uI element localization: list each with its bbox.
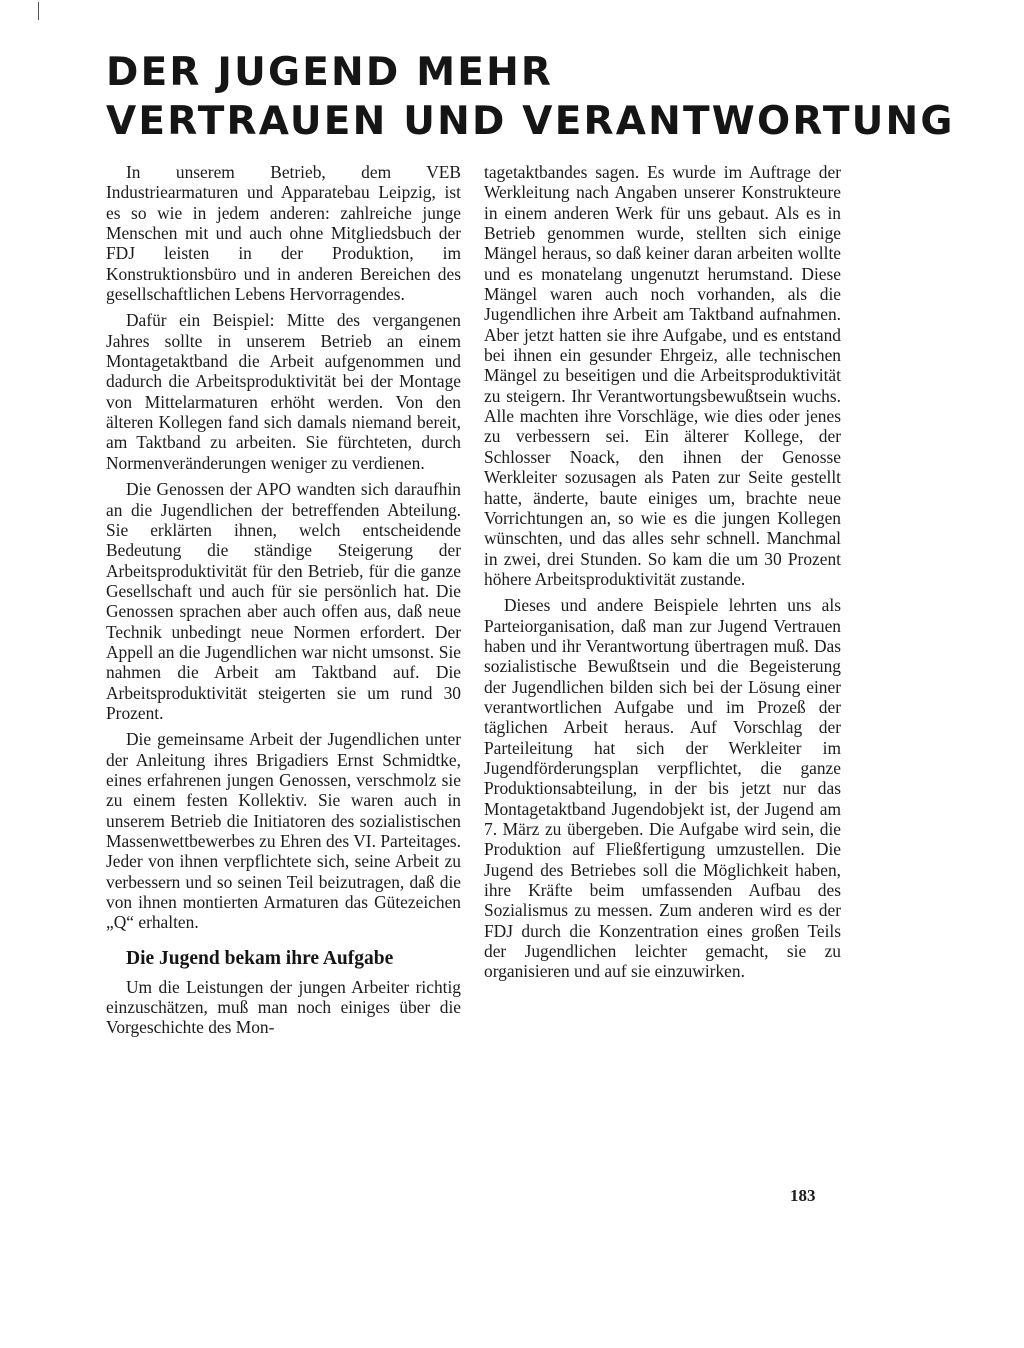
paragraph-collective: Die gemeinsame Arbeit der Jugendlichen unter der Anleitung ihres Brigadiers Ernst Schmidtke, eines erfahrenen jungen Genossen, verschmolz sie zu einem festen Kollektiv. Sie waren auch in unserem Betrieb die Initiatoren des sozialistischen Massenwettbewerbes zu Ehren des VI. Parteitages. Jeder von ihnen verpflichtete sich, seine Arbeit zu verbessern und so seinen Teil beizutragen, daß die von ihnen montierten Armaturen das Gütezeichen „Q“ erhalten. (106, 729, 461, 933)
paragraph-apo: Die Genossen der APO wandten sich daraufhin an die Jugendlichen der betreffenden Abteilung. Sie erklärten ihnen, welch entscheidende Bedeutung die ständige Steigerung der Arbeitsproduktivität für den Betrieb, für die ganze Gesellschaft und auch für sie persönlich hat. Die Genossen sprachen aber auch offen aus, daß neue Technik unbedingt neue Normen erfordert. Der Appell an die Jugendlichen war nicht umsonst. Sie nahmen die Arbeit am Taktband auf. Die Arbeitsproduktivität steigerten sie um rund 30 Prozent. (106, 479, 461, 723)
scan-edge-mark (38, 2, 39, 20)
paragraph-conclusion: Dieses und andere Beispiele lehrten uns als Parteiorganisation, daß man zur Jugend Vertrauen haben und ihr Verantwortung übertragen muß. Das sozialistische Bewußtsein und die Begeisterung der Jugendlichen bilden sich bei der Lösung einer verantwortlichen Aufgabe und im Prozeß der täglichen Arbeit heraus. Auf Vorschlag der Parteileitung hat sich der Werkleiter im Jugendförderungsplan verpflichtet, die ganze Produktionsabteilung, in der bis jetzt nur das Montagetaktband Jugendobjekt ist, der Jugend am 7. März zu übergeben. Die Aufgabe wird sein, die Produktion auf Fließfertigung umzustellen. Die Jugend des Betriebes soll die Möglichkeit haben, ihre Kräfte beim umfassenden Aufbau des Sozialismus zu messen. Zum anderen wird es der FDJ durch die Konzentration eines großen Teils der Jugendlichen leichter gemacht, sie zu organisieren und auf sie einzuwirken. (484, 595, 841, 982)
paragraph-prehistory: Um die Leistungen der jungen Arbeiter richtig einzuschätzen, muß man noch einiges über die Vorgeschichte des Mon- (106, 976, 461, 1038)
left-column (106, 162, 461, 1038)
paragraph-intro: In unserem Betrieb, dem VEB Industriearmaturen und Apparatebau Leipzig, ist es so wie in jedem anderen: zahlreiche junge Menschen mit und auch ohne Mitgliedsbuch der FDJ leisten in der Produktion, im Konstruktionsbüro und in anderen Bereichen des gesellschaftlichen Lebens Hervorragendes. (106, 162, 461, 305)
paragraph-example: Dafür ein Beispiel: Mitte des vergangenen Jahres sollte in unserem Betrieb an einem Montagetaktband die Arbeit aufgenommen und dadurch die Arbeitsproduktivität bei der Montage von Mittelarmaturen erhöht werden. Von den älteren Kollegen fand sich damals niemand bereit, am Taktband zu arbeiten. Sie fürchteten, durch Normenveränderungen weniger zu verdienen. (106, 310, 461, 473)
page-number: 183 (790, 1186, 816, 1205)
title-line-2: VERTRAUEN UND VERANTWORTUNG (106, 99, 955, 144)
title-line-1: DER JUGEND MEHR (106, 50, 554, 95)
article-title (106, 48, 955, 146)
section-subheading: Die Jugend bekam ihre Aufgabe (126, 947, 394, 969)
right-column (484, 162, 841, 982)
paragraph-continuation: tagetaktbandes sagen. Es wurde im Auftrage der Werkleitung nach Angaben unserer Konstrukteure in einem anderen Werk für uns gebaut. Als es in Betrieb genommen wurde, stellten sich einige Mängel heraus, so daß keiner daran arbeiten wollte und es monatelang ungenutzt herumstand. Diese Mängel waren auch noch vorhanden, als die Jugendlichen ihre Arbeit am Taktband aufnahmen. Aber jetzt hatten sie ihre Aufgabe, und es entstand bei ihnen ein gesunder Ehrgeiz, alle technischen Mängel zu beseitigen und die Arbeitsproduktivität zu steigern. Ihr Verantwortungsbewußtsein wuchs. Alle machten ihre Vorschläge, wie dies oder jenes zu verbessern sei. Ein älterer Kollege, der Schlosser Noack, den ihnen der Genosse Werkleiter sozusagen als Paten zur Seite gestellt hatte, änderte, baute einiges um, brachte neue Vorrichtungen an, so wie es die jungen Kollegen wünschten, und das alles sehr schnell. Manchmal in zwei, drei Stunden. So kam die um 30 Prozent höhere Arbeitsproduktivität zustande. (484, 162, 841, 589)
